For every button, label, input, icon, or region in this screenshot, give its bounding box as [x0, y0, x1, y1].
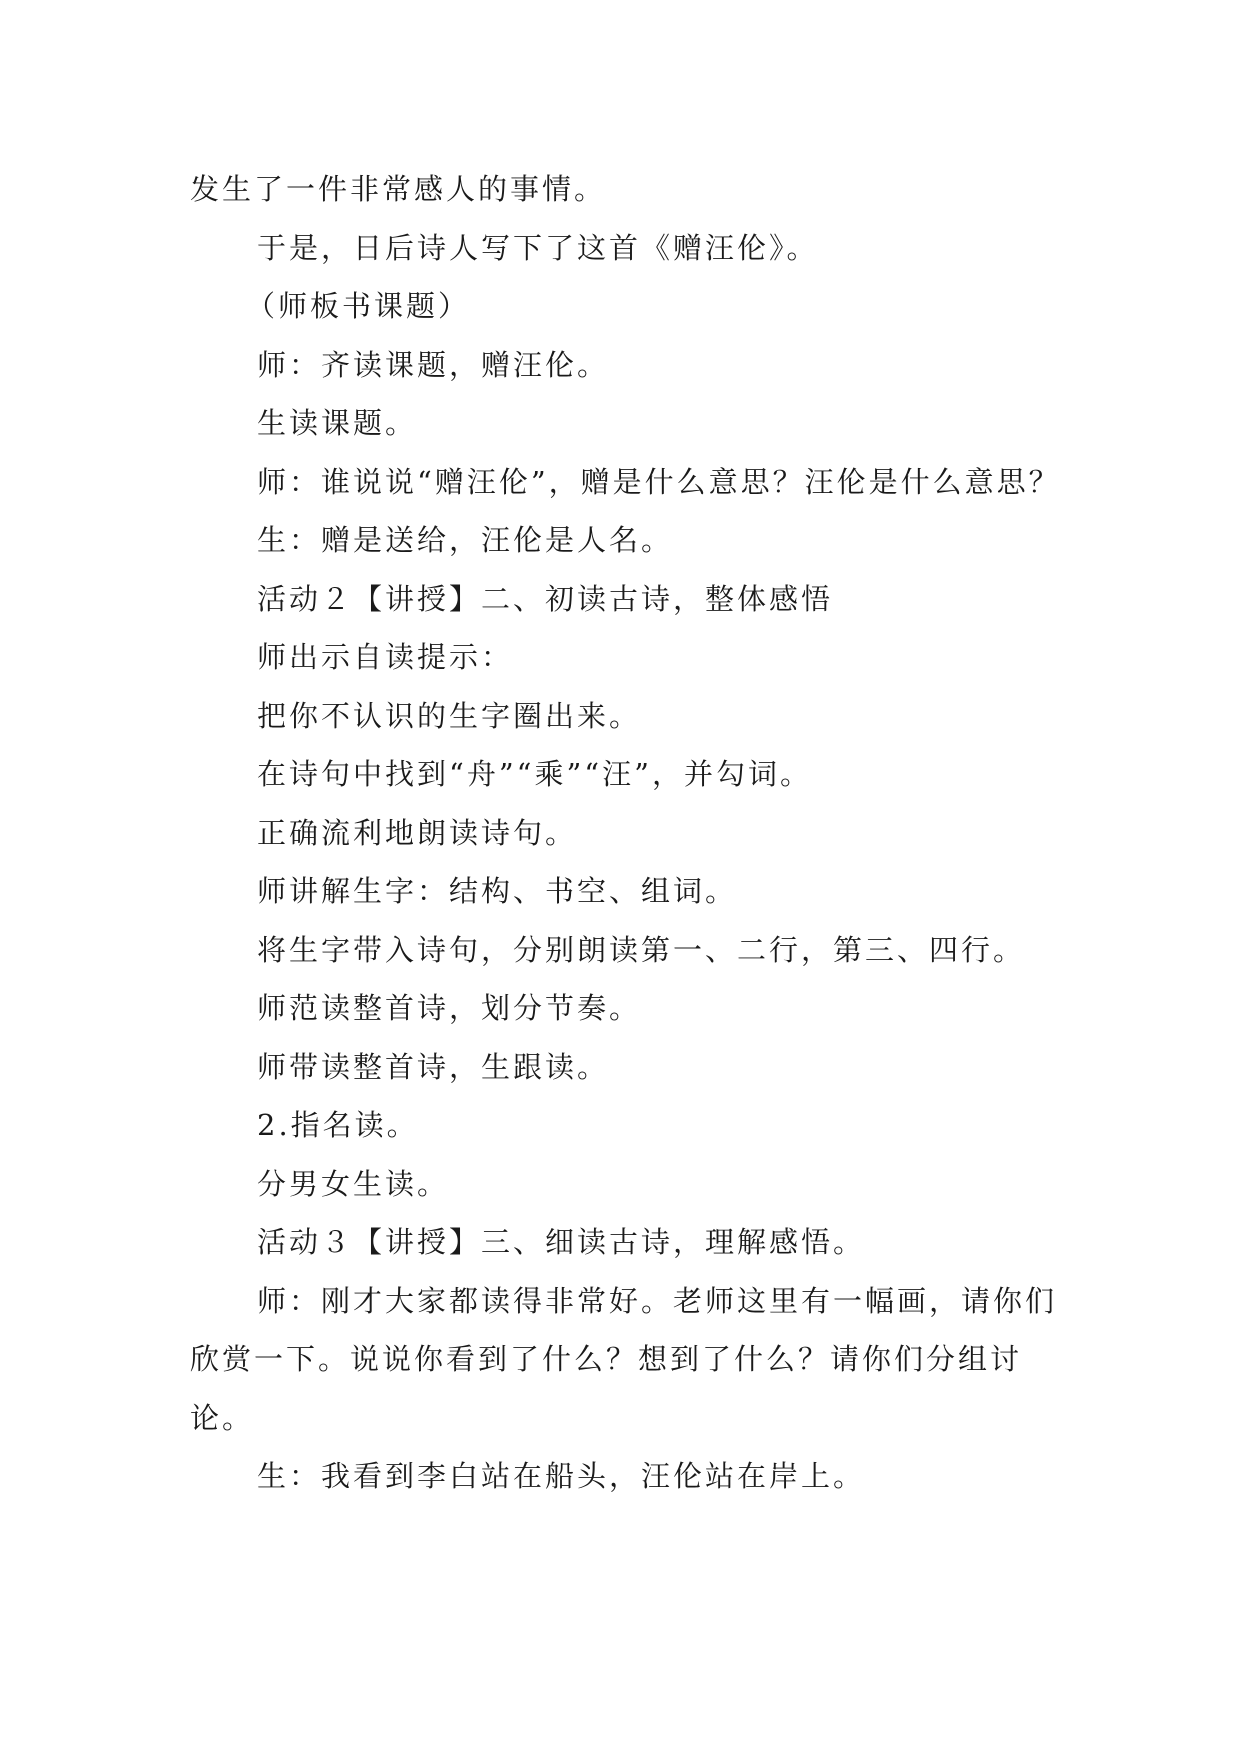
paragraph: 生：赠是送给，汪伦是人名。 [257, 523, 674, 557]
paragraph: 师出示自读提示： [257, 640, 514, 674]
paragraph: 把你不认识的生字圈出来。 [257, 698, 642, 733]
paragraph: 生：我看到李白站在船头，汪伦站在岸上。 [257, 1459, 866, 1493]
paragraph: 正确流利地朗读诗句。 [257, 815, 578, 850]
paragraph: 生读课题。 [257, 406, 418, 440]
document-body [190, 160, 1070, 1506]
paragraph: 师：刚才大家都读得非常好。老师这里有一幅画，请你们欣赏一下。说说你看到了什么？想到了什么？请你们分组讨论。 [190, 1283, 1058, 1435]
paragraph: 在诗句中找到“舟”“乘”“汪”，并勾词。 [257, 757, 812, 791]
paragraph: 活动２【讲授】二、初读古诗，整体感悟 [257, 581, 834, 616]
paragraph: 师讲解生字：结构、书空、组词。 [257, 874, 738, 908]
paragraph: 师：齐读课题，赠汪伦。 [257, 347, 610, 382]
paragraph: 师范读整首诗，划分节奏。 [257, 991, 642, 1025]
paragraph: 师带读整首诗，生跟读。 [257, 1049, 610, 1084]
paragraph: 分男女生读。 [257, 1166, 450, 1201]
paragraph: 发生了一件非常感人的事情。 [190, 172, 607, 206]
paragraph: 将生字带入诗句，分别朗读第一、二行，第三、四行。 [257, 932, 1026, 967]
paragraph: （师板书课题） [246, 289, 471, 323]
paragraph: 2.指名读。 [257, 1108, 419, 1142]
paragraph: 师：谁说说“赠汪伦”，赠是什么意思？汪伦是什么意思？ [257, 464, 1061, 499]
paragraph: 活动３【讲授】三、细读古诗，理解感悟。 [257, 1225, 866, 1259]
paragraph: 于是，日后诗人写下了这首《赠汪伦》。 [257, 230, 819, 265]
